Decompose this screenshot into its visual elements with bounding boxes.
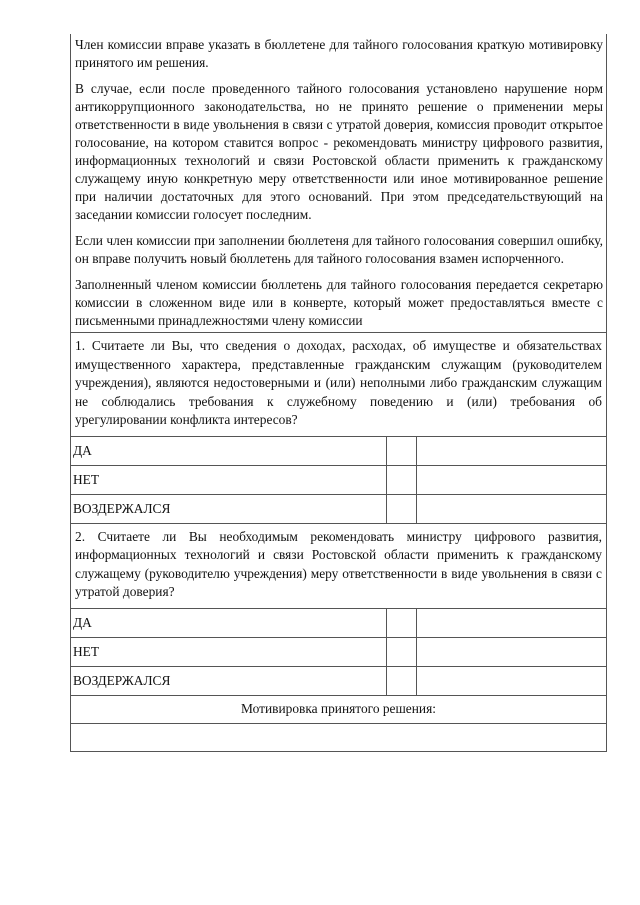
- answer-label: НЕТ: [71, 466, 387, 494]
- answer-checkbox-q1-no[interactable]: [387, 466, 417, 494]
- question-2-text: 2. Считаете ли Вы необходимым рекомендовать министру цифрового развития, информационных технологий и связи Ростовской области применить к гражданскому служащему (руководителю учреждения) меру ответственности в виде увольнения в связи с утратой доверия?: [71, 523, 606, 608]
- answer-empty-cell: [417, 466, 606, 494]
- question-1-answer-row-no: [71, 465, 606, 494]
- intro-paragraph-4: Заполненный членом комиссии бюллетень для тайного голосования передается секретарю комиссии в сложенном виде или в конверте, который может предоставляться вместе с письменными принадлежностями члену комиссии: [75, 277, 603, 328]
- answer-checkbox-q1-abstain[interactable]: [387, 495, 417, 523]
- intro-paragraph-1: Член комиссии вправе указать в бюллетене для тайного голосования краткую мотивировку принятого им решения.: [75, 37, 603, 70]
- intro-paragraph-3: Если член комиссии при заполнении бюллетеня для тайного голосования совершил ошибку, он вправе получить новый бюллетень для тайного голосования взамен испорченного.: [75, 233, 603, 266]
- ballot-sheet: [70, 34, 607, 752]
- answer-empty-cell: [417, 437, 606, 465]
- question-2-answer-row-yes: [71, 608, 606, 637]
- question-1-text: 1. Считаете ли Вы, что сведения о доходах, расходах, об имуществе и обязательствах имущественного характера, представленные гражданским служащим (руководителем учреждения), являются недостоверными и (или) неполными либо гражданским служащим не соблюдались требования к служебному поведению и (или) требования об урегулировании конфликта интересов?: [71, 332, 606, 436]
- answer-label: ДА: [71, 437, 387, 465]
- answer-checkbox-q2-no[interactable]: [387, 638, 417, 666]
- question-1-answer-row-abstain: [71, 494, 606, 523]
- answer-checkbox-q1-yes[interactable]: [387, 437, 417, 465]
- answer-empty-cell: [417, 667, 606, 695]
- question-1-answer-row-yes: [71, 436, 606, 465]
- answer-label: ВОЗДЕРЖАЛСЯ: [71, 495, 387, 523]
- answer-label: НЕТ: [71, 638, 387, 666]
- intro-section: [71, 34, 606, 332]
- question-2-answer-row-abstain: [71, 666, 606, 695]
- intro-paragraph-2: В случае, если после проведенного тайного голосования установлено нарушение норм антикоррупционного законодательства, но не принято решение о применении меры ответственности в виде увольнения в связи с утратой доверия, комиссия проводит открытое голосование, на котором ставится вопрос - рекомендовать министру цифрового развития, информационных технологий и связи Ростовской области применить к гражданскому служащему иную конкретную меру ответственности или иное мотивированное решение при наличии достаточных для этого оснований. При этом председательствующий на заседании комиссии голосует последним.: [75, 81, 603, 222]
- answer-checkbox-q2-abstain[interactable]: [387, 667, 417, 695]
- answer-empty-cell: [417, 495, 606, 523]
- motivation-heading: Мотивировка принятого решения:: [71, 695, 606, 723]
- motivation-input-field[interactable]: [71, 723, 606, 751]
- question-2-answer-row-no: [71, 637, 606, 666]
- answer-empty-cell: [417, 638, 606, 666]
- answer-empty-cell: [417, 609, 606, 637]
- answer-label: ДА: [71, 609, 387, 637]
- answer-label: ВОЗДЕРЖАЛСЯ: [71, 667, 387, 695]
- answer-checkbox-q2-yes[interactable]: [387, 609, 417, 637]
